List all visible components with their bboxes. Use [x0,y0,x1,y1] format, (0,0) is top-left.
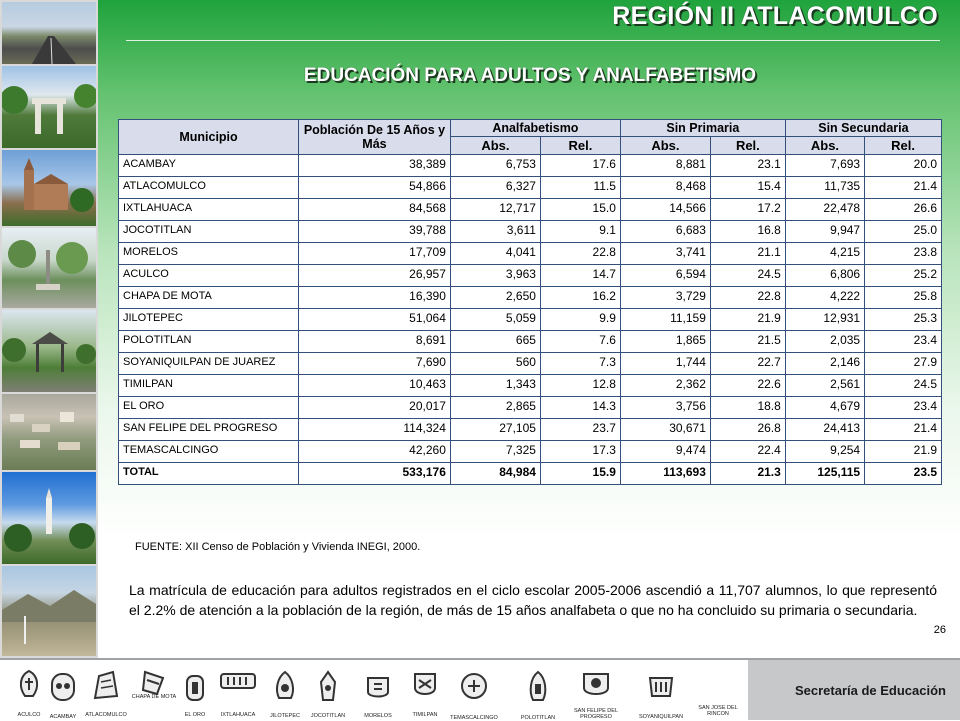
cell-sp-abs: 30,671 [620,419,710,441]
cell-municipio: SOYANIQUILPAN DE JUAREZ [119,353,299,375]
cell-ss-rel: 20.0 [865,155,942,177]
table-row [119,155,942,177]
cell-an-abs: 6,327 [450,177,540,199]
cell-sp-rel: 22.8 [710,287,785,309]
san-felipe-emblem-icon [578,668,614,702]
cell-sp-rel: 21.1 [710,243,785,265]
cell-ss-abs: 24,413 [785,419,864,441]
cell-poblacion: 26,957 [299,265,451,287]
table-row [119,177,942,199]
cell-ss-abs: 4,215 [785,243,864,265]
cell-ss-abs: 2,035 [785,331,864,353]
cell-an-abs: 2,865 [450,397,540,419]
cell-an-rel: 17.3 [540,441,620,463]
cell-an-abs: 6,753 [450,155,540,177]
acambay-emblem-icon [49,668,77,704]
cell-poblacion: 533,176 [299,463,451,485]
cell-sp-rel: 16.8 [710,221,785,243]
photo-church [2,150,96,226]
cell-sp-abs: 113,693 [620,463,710,485]
table-total-row [119,463,942,485]
table-row [119,221,942,243]
logo-label: MORELOS [364,713,392,719]
cell-poblacion: 16,390 [299,287,451,309]
title-divider [126,40,940,41]
photo-kiosk [2,310,96,392]
subheader-rel: Rel. [710,137,785,155]
cell-poblacion: 38,389 [299,155,451,177]
logo-label: ACULCO [17,712,41,718]
cell-poblacion: 39,788 [299,221,451,243]
cell-sp-rel: 21.3 [710,463,785,485]
logo-jocotitlan [310,668,346,720]
logo-ixtlahuaca [216,668,260,720]
logo-label: TIMILPAN [412,712,438,718]
cell-municipio: EL ORO [119,397,299,419]
cell-ss-abs: 9,947 [785,221,864,243]
cell-ss-rel: 23.4 [865,397,942,419]
cell-an-rel: 9.9 [540,309,620,331]
logo-label: TEMASCALCINGO [450,715,498,721]
cell-ss-abs: 22,478 [785,199,864,221]
cell-ss-rel: 24.5 [865,375,942,397]
logo-label: SOYANIQUILPAN [638,714,684,720]
photo-town-aerial [2,394,96,470]
cell-an-abs: 665 [450,331,540,353]
cell-sp-rel: 21.5 [710,331,785,353]
subheader-abs: Abs. [785,137,864,155]
cell-sp-rel: 26.8 [710,419,785,441]
cell-an-rel: 9.1 [540,221,620,243]
cell-ss-rel: 21.4 [865,419,942,441]
logo-aculco [12,668,46,720]
cell-sp-abs: 1,744 [620,353,710,375]
morelos-emblem-icon [364,668,392,708]
cell-sp-abs: 1,865 [620,331,710,353]
cell-sp-abs: 2,362 [620,375,710,397]
secretaria-label: Secretaría de Educación [794,683,946,698]
cell-sp-rel: 22.7 [710,353,785,375]
logo-label: ACAMBAY [49,714,77,720]
cell-sp-rel: 22.6 [710,375,785,397]
cell-ss-abs: 6,806 [785,265,864,287]
cell-ss-abs: 4,679 [785,397,864,419]
photo-strip [0,0,98,658]
logo-polotitlan [518,668,558,720]
cell-sp-abs: 11,159 [620,309,710,331]
cell-municipio: ATLACOMULCO [119,177,299,199]
cell-ss-rel: 27.9 [865,353,942,375]
cell-ss-rel: 23.5 [865,463,942,485]
cell-sp-abs: 8,468 [620,177,710,199]
cell-an-rel: 23.7 [540,419,620,441]
cell-an-abs: 3,611 [450,221,540,243]
cell-an-abs: 560 [450,353,540,375]
table-row [119,243,942,265]
cell-an-rel: 7.3 [540,353,620,375]
cell-municipio: TEMASCALCINGO [119,441,299,463]
subheader-abs: Abs. [450,137,540,155]
region-title: REGIÓN II ATLACOMULCO [612,2,938,30]
cell-an-abs: 12,717 [450,199,540,221]
cell-poblacion: 114,324 [299,419,451,441]
table-row [119,309,942,331]
cell-ss-abs: 2,146 [785,353,864,375]
el-oro-emblem-icon [183,668,207,704]
table-row [119,441,942,463]
aculco-emblem-icon [15,668,43,702]
cell-ss-abs: 7,693 [785,155,864,177]
cell-ss-rel: 21.4 [865,177,942,199]
cell-poblacion: 7,690 [299,353,451,375]
cell-ss-rel: 26.6 [865,199,942,221]
cell-sp-rel: 17.2 [710,199,785,221]
education-table [118,119,942,485]
cell-an-rel: 7.6 [540,331,620,353]
cell-an-rel: 15.9 [540,463,620,485]
cell-an-abs: 2,650 [450,287,540,309]
logo-label: JILOTEPEC [270,713,300,719]
cell-ss-rel: 23.4 [865,331,942,353]
table-row [119,331,942,353]
cell-sp-rel: 22.4 [710,441,785,463]
cell-sp-rel: 21.9 [710,309,785,331]
header-municipio: Municipio [119,120,299,155]
cell-municipio: JOCOTITLAN [119,221,299,243]
cell-sp-rel: 24.5 [710,265,785,287]
cell-ss-rel: 25.0 [865,221,942,243]
logo-soyaniquilpan [636,668,686,720]
logo-jilotepec [270,668,300,720]
cell-an-rel: 14.3 [540,397,620,419]
subheader-rel: Rel. [540,137,620,155]
cell-an-abs: 27,105 [450,419,540,441]
polotitlan-emblem-icon [523,668,553,708]
header-sin-secundaria: Sin Secundaria [785,120,941,137]
subheader-abs: Abs. [620,137,710,155]
page-number: 26 [933,624,946,636]
cell-sp-abs: 8,881 [620,155,710,177]
cell-ss-abs: 125,115 [785,463,864,485]
cell-sp-abs: 6,594 [620,265,710,287]
atlacomulco-emblem-icon [91,668,121,704]
source-note: FUENTE: XII Censo de Población y Vivienda INEGI, 2000. [135,541,421,553]
cell-an-rel: 22.8 [540,243,620,265]
cell-an-abs: 4,041 [450,243,540,265]
table-row [119,199,942,221]
cell-an-abs: 3,963 [450,265,540,287]
cell-ss-rel: 25.2 [865,265,942,287]
cell-municipio: ACAMBAY [119,155,299,177]
cell-ss-abs: 2,561 [785,375,864,397]
logo-label: CHAPA DE MOTA [131,694,177,700]
cell-an-rel: 16.2 [540,287,620,309]
page-subtitle: EDUCACIÓN PARA ADULTOS Y ANALFABETISMO [303,65,757,86]
cell-poblacion: 54,866 [299,177,451,199]
soyaniquilpan-emblem-icon [644,668,678,704]
logo-label: ATLACOMULCO [85,712,127,718]
cell-municipio: SAN FELIPE DEL PROGRESO [119,419,299,441]
cell-ss-rel: 25.3 [865,309,942,331]
table-row [119,419,942,441]
logo-label: SAN FELIPE DEL PROGRESO [573,708,619,720]
cell-an-abs: 7,325 [450,441,540,463]
cell-an-rel: 14.7 [540,265,620,287]
cell-ss-abs: 4,222 [785,287,864,309]
cell-sp-abs: 3,756 [620,397,710,419]
cell-poblacion: 8,691 [299,331,451,353]
cell-municipio: IXTLAHUACA [119,199,299,221]
logo-label: JOCOTITLAN [310,713,346,719]
cell-municipio: MORELOS [119,243,299,265]
logo-san-felipe [572,668,620,720]
cell-sp-abs: 14,566 [620,199,710,221]
logo-san-jose-del-rincon [698,668,738,720]
table-header-row [119,120,942,137]
cell-poblacion: 20,017 [299,397,451,419]
cell-an-abs: 84,984 [450,463,540,485]
jocotitlan-emblem-icon [313,668,343,708]
cell-ss-abs: 9,254 [785,441,864,463]
header-poblacion: Población De 15 Años y Más [299,120,451,155]
cell-sp-rel: 23.1 [710,155,785,177]
cell-ss-abs: 11,735 [785,177,864,199]
logo-label: SAN JOSE DEL RINCON [698,705,738,717]
cell-poblacion: 10,463 [299,375,451,397]
temascalcingo-emblem-icon [457,668,491,708]
table-row [119,287,942,309]
cell-an-rel: 17.6 [540,155,620,177]
logo-label: IXTLAHUACA [220,712,256,718]
table-row [119,265,942,287]
cell-municipio: JILOTEPEC [119,309,299,331]
cell-poblacion: 17,709 [299,243,451,265]
cell-ss-rel: 25.8 [865,287,942,309]
photo-plaza [2,228,96,308]
cell-municipio: ACULCO [119,265,299,287]
cell-poblacion: 42,260 [299,441,451,463]
cell-municipio: TOTAL [119,463,299,485]
table-row [119,397,942,419]
cell-sp-abs: 6,683 [620,221,710,243]
cell-sp-abs: 3,729 [620,287,710,309]
cell-an-rel: 12.8 [540,375,620,397]
cell-sp-abs: 3,741 [620,243,710,265]
timilpan-emblem-icon [411,668,439,702]
photo-highway [2,2,96,64]
cell-ss-abs: 12,931 [785,309,864,331]
logo-el-oro [182,668,208,720]
cell-sp-abs: 9,474 [620,441,710,463]
logo-chapa-de-mota [131,668,177,720]
cell-an-rel: 15.0 [540,199,620,221]
logo-atlacomulco [85,668,127,720]
logo-temascalcingo [450,668,498,721]
cell-ss-rel: 23.8 [865,243,942,265]
header-analfabetismo: Analfabetismo [450,120,620,137]
jilotepec-emblem-icon [271,668,299,708]
cell-sp-rel: 15.4 [710,177,785,199]
cell-an-abs: 1,343 [450,375,540,397]
cell-ss-rel: 21.9 [865,441,942,463]
logo-label: EL ORO [184,712,206,718]
ixtlahuaca-emblem-icon [218,668,258,698]
cell-poblacion: 84,568 [299,199,451,221]
subheader-rel: Rel. [865,137,942,155]
table-row [119,375,942,397]
logo-label: POLOTITLAN [520,715,556,721]
logo-morelos [364,668,392,720]
cell-municipio: CHAPA DE MOTA [119,287,299,309]
header-sin-primaria: Sin Primaria [620,120,785,137]
logo-timilpan [410,668,440,720]
photo-church-tower [2,472,96,564]
summary-paragraph: La matrícula de educación para adultos registrados en el ciclo escolar 2005-2006 ascendió a 11,707 alumnos, lo que representó el 2.2% de atención a la población de la región, de más de 15 años analfabeta o que no ha concluido su primaria o secundaria. [129,582,937,618]
logo-acambay [48,668,78,720]
cell-municipio: POLOTITLAN [119,331,299,353]
table-row [119,353,942,375]
cell-an-rel: 11.5 [540,177,620,199]
cell-poblacion: 51,064 [299,309,451,331]
photo-mountains [2,566,96,656]
cell-sp-rel: 18.8 [710,397,785,419]
cell-municipio: TIMILPAN [119,375,299,397]
cell-an-abs: 5,059 [450,309,540,331]
